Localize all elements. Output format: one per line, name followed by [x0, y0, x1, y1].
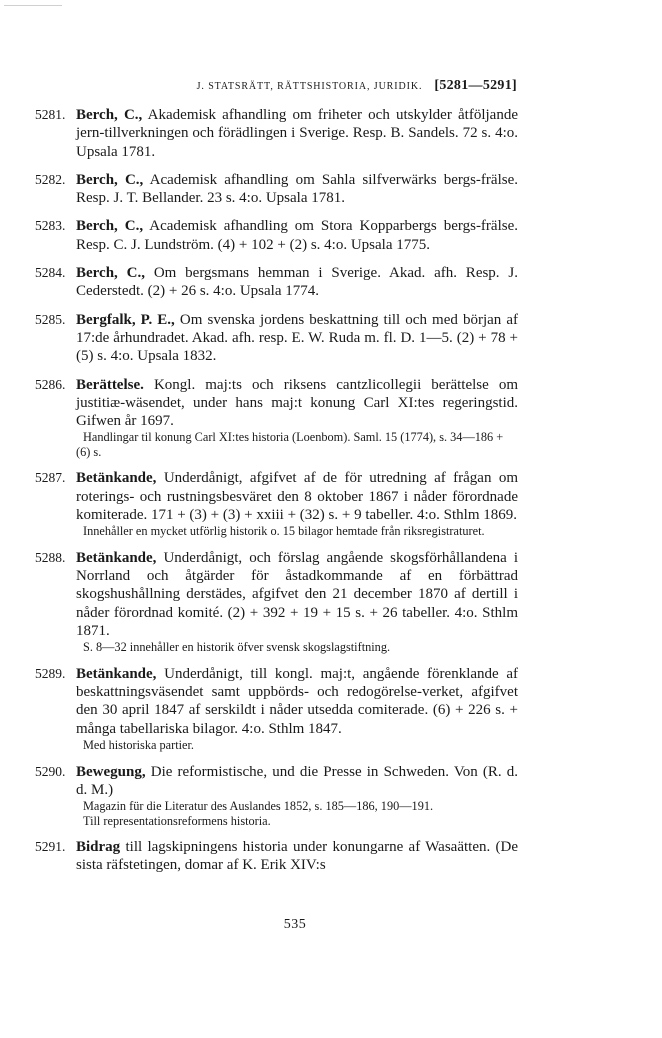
entry-body: Om svenska jordens beskattning till och med början af 17:de århundradet. Akad. afh. resp. E. W. Ruda m. fl. D. 1—5. (2) + 78 + (5) s. 4:o. Upsala 1832.: [76, 311, 519, 365]
entry-number: 5291.: [35, 839, 66, 855]
entry-number: 5286.: [35, 376, 66, 392]
entry-heading: Berch, C.,: [76, 171, 144, 188]
entry-note: S. 8—32 innehåller en historik öfver svensk skogslagstiftning.: [83, 640, 391, 655]
entry-text: [76, 217, 518, 254]
entry-note: Magazin für die Literatur des Auslandes 1852, s. 185—186, 190—191.: [83, 799, 434, 814]
entry-heading: Betänkande,: [76, 665, 157, 682]
bibliography-entry: [35, 264, 518, 301]
header-title: J. STATSRÄTT, RÄTTSHISTORIA, JURIDIK.: [196, 81, 423, 92]
entry-number: 5289.: [35, 665, 66, 681]
bibliography-entry: [35, 171, 518, 208]
entry-note: Innehåller en mycket utförlig historik o. 15 bilagor hemtade från riksregistraturet.: [83, 524, 485, 539]
entry-number: 5284.: [35, 265, 66, 281]
entry-heading: Bergfalk, P. E.,: [76, 311, 175, 328]
entry-heading: Betänkande,: [76, 549, 157, 566]
entry-text: [76, 171, 518, 208]
entry-range: [5281—5291]: [434, 78, 517, 93]
entry-body: Academisk afhandling om Sahla silfverwärks bergs-frälse. Resp. J. T. Bellander. 23 s. 4:o. Upsala 1781.: [76, 171, 518, 207]
entry-body: till lagskipningens historia under konungarne af Wasaätten. (De sista räfstetingen, domar af K. Erik XIV:s: [76, 839, 519, 874]
bibliography-entry: [35, 665, 519, 753]
entry-body: Underdånigt, till kongl. maj:t, angående förenklande af beskattningsväsendet samt uppbörds- och redogörelse-verket, afgifvet den 30 april 1847 af serskildt i nåder utsedda comiterade. (6) + 226 s. + många tabellariska bilagor. 4:o. Sthlm 1847.: [76, 665, 519, 737]
entry-number: 5287.: [35, 470, 66, 486]
entry-number: 5282.: [35, 171, 66, 187]
entry-number: 5281.: [35, 107, 66, 122]
bibliography-entry: [35, 763, 519, 829]
entry-heading: Betänkande,: [76, 470, 157, 487]
running-header: [115, 78, 517, 94]
entry-note: Till representationsreformens historia.: [83, 813, 271, 828]
entry-text: [76, 376, 518, 431]
entry-text: [76, 665, 518, 738]
entry-body: Die reformistische, und die Presse in Schweden. Von (R. d. d. M.): [76, 763, 519, 798]
bibliography-entry: [35, 469, 518, 539]
bibliography-entry: [35, 376, 518, 460]
page-number: [0, 917, 662, 933]
entry-text: [76, 264, 518, 301]
corner-rule: [4, 5, 62, 6]
entry-heading: Bidrag: [76, 839, 121, 856]
bibliography-entry: [35, 106, 518, 161]
entry-body: Underdånigt, afgifvet af de för utredning af frågan om roterings- och rustningsbesväret den 8 oktober 1867 i nåder förordnade komiterade. 171 + (3) + (3) + xxiii + (32) s. + 9 tabeller. 4:o. Sthlm 1869.: [76, 470, 518, 524]
entry-body: Om bergsmans hemman i Sverige. Akad. afh. Resp. J. Cederstedt. (2) + 26 s. 4:o. Upsala 1774.: [76, 265, 518, 300]
entry-note: Handlingar til konung Carl XI:tes historia (Loenbom). Saml. 15 (1774), s. 34—186 + (6) s.: [76, 430, 504, 459]
entry-heading: Berch, C.,: [76, 107, 143, 123]
entry-text: [76, 838, 518, 875]
entry-number: 5285.: [35, 311, 66, 327]
entry-body: Academisk afhandling om Stora Kopparbergs bergs-frälse. Resp. C. J. Lundström. (4) + 102 + (2) s. 4:o. Upsala 1775.: [76, 218, 518, 253]
entry-text: [76, 469, 518, 524]
entry-heading: Berättelse.: [76, 376, 144, 393]
entry-body: Underdånigt, och förslag angående skogsförhållandena i Norrland och åtgärder för åstadkommande af en förbättrad skogshushållning derstädes, afgifvet den 21 december 1870 af dertill i nåder förordnad komité. (2) + 392 + 19 + 15 s. + 26 tabeller. 4:o. Sthlm 1871.: [76, 549, 518, 640]
bibliography-entry: [35, 838, 519, 875]
bibliography-entry: [35, 217, 518, 254]
page-number-text: 535: [283, 917, 307, 932]
entry-text: [76, 763, 518, 800]
bibliography-entry: [35, 311, 519, 366]
entry-note: Med historiska partier.: [83, 738, 194, 753]
entry-text: [76, 549, 518, 640]
entry-heading: Berch, C.,: [76, 218, 144, 235]
entry-body: Kongl. maj:ts och riksens cantzlicollegii berättelse om justitiæ-wäsendet, under hans maj:t konung Carl XI:tes regeringstid. Gifwen år 1697.: [76, 376, 518, 430]
entry-body: Akademisk afhandling om friheter och utskylder åtföljande jern-tillverkningen och förädlingen i Sverige. Resp. B. Sandels. 72 s. 4:o. Upsala 1781.: [76, 107, 518, 160]
entry-heading: Berch, C.,: [76, 265, 145, 282]
entry-text: [76, 106, 518, 161]
entry-heading: Bewegung,: [76, 763, 146, 780]
bibliography-entries: [35, 106, 519, 885]
entry-number: 5290.: [35, 763, 66, 779]
entry-number: 5283.: [35, 218, 66, 234]
entry-text: [76, 311, 518, 366]
bibliography-entry: [35, 549, 518, 655]
entry-number: 5288.: [35, 549, 66, 565]
